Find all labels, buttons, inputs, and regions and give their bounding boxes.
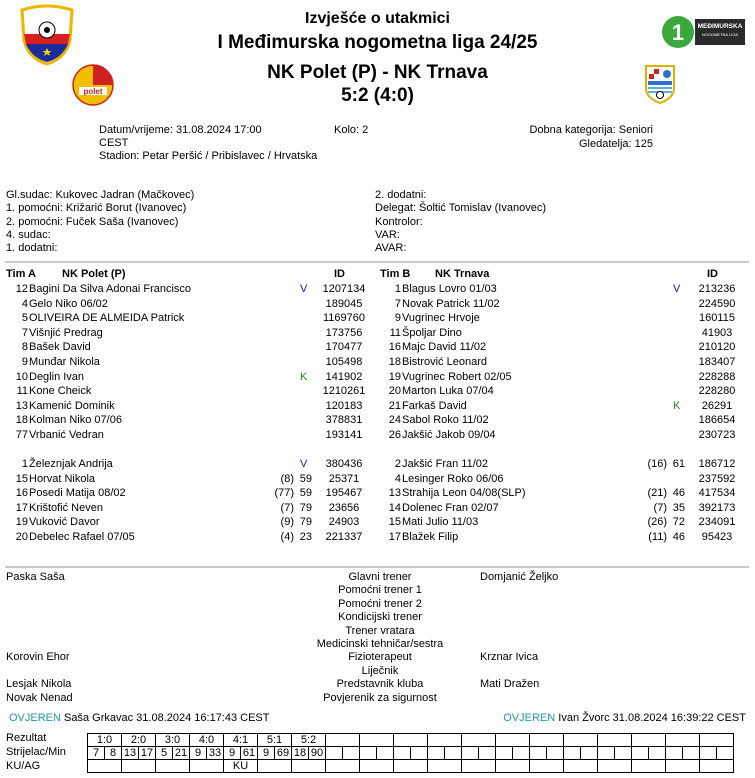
substituted-player: (77) bbox=[274, 487, 294, 500]
player-name: Železnjak Andrija bbox=[29, 458, 113, 470]
match-score: 5:2 (4:0) bbox=[341, 85, 414, 106]
substitution-minute: 23 bbox=[299, 531, 312, 543]
player-row bbox=[6, 384, 376, 398]
official-entry: Gl.sudac: Kukovec Jadran (Mačkovec) bbox=[6, 189, 195, 201]
player-number: 9 bbox=[394, 312, 401, 325]
player-row bbox=[379, 326, 749, 340]
substituted-player: (9) bbox=[280, 516, 294, 529]
scorer-number-cell: 13 bbox=[122, 747, 139, 760]
player-number: 1 bbox=[394, 283, 401, 295]
player-row bbox=[379, 370, 749, 384]
goal-minute-cell: 8 bbox=[105, 747, 122, 760]
player-row bbox=[6, 428, 376, 442]
player-row bbox=[6, 472, 376, 486]
substitution-minute: 59 bbox=[299, 472, 312, 485]
staff-away: Krznar Ivica bbox=[480, 651, 539, 664]
substitution-minute: 59 bbox=[299, 487, 312, 500]
official-entry: AVAR: bbox=[375, 242, 407, 255]
player-name: Vuković Davor bbox=[29, 516, 100, 529]
team-b-name: NK Trnava bbox=[435, 268, 490, 280]
substitution-minute: 46 bbox=[672, 531, 685, 543]
official-entry: VAR: bbox=[375, 228, 400, 241]
goals-label-result: Rezultat bbox=[6, 732, 47, 744]
verification-left bbox=[9, 712, 270, 724]
kuag-cell bbox=[530, 760, 564, 773]
staff-role: Trener vratara bbox=[345, 624, 415, 637]
player-number: 18 bbox=[15, 414, 28, 427]
player-row bbox=[6, 326, 376, 340]
player-name: Farkaš David bbox=[402, 399, 467, 412]
player-name: Blažek Filip bbox=[402, 531, 459, 543]
player-number: 5 bbox=[21, 312, 28, 325]
scorer-number-cell: 9 bbox=[224, 747, 241, 760]
player-number: 13 bbox=[15, 399, 28, 412]
verified-by: Ivan Žvorc 31.08.2024 16:39:22 CEST bbox=[558, 712, 746, 724]
verified-status: OVJEREN bbox=[503, 712, 556, 724]
goal-minute-cell: 21 bbox=[173, 747, 190, 760]
goalkeeper-marker: V bbox=[673, 283, 681, 295]
match-datetime: Datum/vrijeme: 31.08.2024 17:00 bbox=[99, 124, 262, 136]
staff-away: Domjanić Željko bbox=[480, 571, 559, 583]
player-id: 224590 bbox=[698, 297, 736, 310]
scorer-number-cell bbox=[666, 747, 683, 760]
official-entry: 2. dodatni: bbox=[375, 189, 427, 201]
staff-away: Mati Dražen bbox=[480, 678, 540, 691]
home-logo-text: polet bbox=[83, 87, 103, 96]
kuag-cell bbox=[190, 760, 224, 773]
team-a-label: Tim A bbox=[6, 268, 36, 280]
goals-label-scorer: Strijelac/Min bbox=[6, 746, 66, 758]
captain-marker: K bbox=[300, 370, 308, 383]
player-name: Lesinger Roko 06/06 bbox=[402, 472, 504, 485]
verified-status: OVJEREN bbox=[9, 712, 61, 724]
player-row bbox=[379, 355, 749, 369]
verification-right bbox=[503, 712, 746, 724]
kuag-row bbox=[88, 760, 734, 773]
player-row bbox=[379, 515, 749, 529]
player-id: 189045 bbox=[325, 297, 363, 310]
substituted-player: (8) bbox=[280, 472, 294, 485]
player-id: 186712 bbox=[698, 458, 736, 470]
goal-minute-cell bbox=[615, 747, 632, 760]
staff-role: Kondicijski trener bbox=[338, 611, 422, 624]
player-name: Kamenić Dominik bbox=[29, 399, 115, 412]
player-id: 210120 bbox=[698, 341, 736, 354]
player-row bbox=[379, 311, 749, 325]
player-id: 237592 bbox=[698, 472, 736, 485]
staff-role: Liječnik bbox=[361, 664, 399, 677]
goal-minute-cell bbox=[547, 747, 564, 760]
goals-grid bbox=[87, 733, 734, 773]
kuag-cell: KU bbox=[224, 760, 258, 773]
player-row bbox=[6, 486, 376, 500]
goal-minute-cell bbox=[411, 747, 428, 760]
result-cell bbox=[326, 734, 360, 747]
result-cell: 3:0 bbox=[156, 734, 190, 747]
substitution-minute: 35 bbox=[672, 501, 685, 514]
player-row bbox=[379, 282, 749, 296]
player-row bbox=[6, 530, 376, 544]
player-number: 9 bbox=[21, 356, 28, 368]
player-id: 120183 bbox=[325, 399, 363, 412]
staff-home: Lesjak Nikola bbox=[6, 678, 72, 691]
staff-role: Pomoćni trener 1 bbox=[338, 584, 422, 597]
match-round: Kolo: 2 bbox=[334, 124, 369, 136]
player-id: 234091 bbox=[698, 516, 736, 529]
match-stadium: Stadion: Petar Peršić / Pribislavec / Hrvatska bbox=[99, 150, 318, 162]
scorer-number-cell: 9 bbox=[258, 747, 275, 760]
result-cell bbox=[428, 734, 462, 747]
result-cell bbox=[598, 734, 632, 747]
player-id: 230723 bbox=[698, 429, 736, 441]
player-number: 7 bbox=[394, 297, 401, 310]
player-id: 195467 bbox=[325, 487, 363, 500]
player-name: Marton Luka 07/04 bbox=[402, 385, 494, 398]
player-name: Debelec Rafael 07/05 bbox=[29, 531, 135, 543]
kuag-cell bbox=[156, 760, 190, 773]
goal-minute-cell bbox=[513, 747, 530, 760]
scorer-number-cell: 9 bbox=[190, 747, 207, 760]
goalkeeper-marker: V bbox=[300, 458, 308, 470]
player-id: 141902 bbox=[325, 370, 363, 383]
player-name: Vrbanić Vedran bbox=[29, 429, 104, 441]
player-id: 221337 bbox=[325, 531, 363, 543]
result-cell bbox=[666, 734, 700, 747]
player-row bbox=[379, 457, 749, 471]
goal-minute-cell bbox=[717, 747, 734, 760]
staff-role: Predstavnik kluba bbox=[336, 678, 424, 691]
player-name: Deglin Ivan bbox=[29, 370, 85, 383]
kuag-cell bbox=[632, 760, 666, 773]
player-name: Vugrinec Hrvoje bbox=[402, 312, 480, 325]
kuag-cell bbox=[462, 760, 496, 773]
player-number: 77 bbox=[15, 429, 28, 441]
age-category: Dobna kategorija: Seniori bbox=[529, 124, 653, 136]
kuag-cell bbox=[496, 760, 530, 773]
player-number: 8 bbox=[21, 341, 28, 354]
scorer-number-cell bbox=[700, 747, 717, 760]
player-id: 183407 bbox=[698, 356, 736, 368]
player-number: 17 bbox=[15, 501, 28, 514]
player-id: 26291 bbox=[701, 399, 733, 412]
player-number: 17 bbox=[388, 531, 401, 543]
player-id: 105498 bbox=[325, 356, 363, 368]
verified-by: Saša Grkavac 31.08.2024 16:17:43 CEST bbox=[64, 712, 270, 724]
player-number: 18 bbox=[388, 356, 401, 368]
kuag-cell bbox=[122, 760, 156, 773]
result-cell: 5:1 bbox=[258, 734, 292, 747]
player-number: 4 bbox=[394, 472, 401, 485]
team-b-id-header: ID bbox=[707, 268, 718, 280]
player-number: 15 bbox=[15, 472, 28, 485]
result-cell: 2:0 bbox=[122, 734, 156, 747]
player-id: 228288 bbox=[698, 370, 736, 383]
substituted-player: (11) bbox=[648, 531, 667, 543]
separator bbox=[5, 566, 749, 568]
player-row bbox=[379, 428, 749, 442]
player-name: Kolman Niko 07/06 bbox=[29, 414, 122, 427]
substituted-player: (21) bbox=[647, 487, 667, 500]
player-id: 41903 bbox=[701, 326, 733, 339]
player-name: OLIVEIRA DE ALMEIDA Patrick bbox=[29, 312, 185, 325]
official-entry: 1. dodatni: bbox=[6, 242, 58, 255]
player-number: 20 bbox=[15, 531, 28, 543]
staff-role: Povjerenik za sigurnost bbox=[323, 691, 437, 704]
player-id: 24903 bbox=[328, 516, 360, 529]
result-row bbox=[88, 734, 734, 747]
official-entry: 2. pomoćni: Fuček Saša (Ivanovec) bbox=[6, 215, 179, 228]
player-name: Bistrović Leonard bbox=[402, 356, 487, 368]
goal-minute-cell bbox=[581, 747, 598, 760]
player-id: 392173 bbox=[698, 501, 736, 514]
result-cell bbox=[530, 734, 564, 747]
result-cell bbox=[462, 734, 496, 747]
result-cell: 4:0 bbox=[190, 734, 224, 747]
staff-role: Glavni trener bbox=[348, 571, 412, 583]
player-id: 25371 bbox=[328, 472, 360, 485]
goalkeeper-marker: V bbox=[300, 283, 308, 295]
player-id: 170477 bbox=[325, 341, 363, 354]
player-row bbox=[6, 311, 376, 325]
goal-minute-cell: 69 bbox=[275, 747, 292, 760]
goal-minute-cell: 33 bbox=[207, 747, 224, 760]
player-name: Bašek David bbox=[29, 341, 91, 354]
player-row bbox=[6, 515, 376, 529]
player-name: Višnjić Predrag bbox=[29, 326, 103, 339]
player-name: Posedi Matija 08/02 bbox=[29, 487, 126, 500]
team-b-label: Tim B bbox=[380, 268, 411, 280]
player-number: 13 bbox=[388, 487, 401, 500]
player-row bbox=[6, 501, 376, 515]
goal-minute-cell bbox=[479, 747, 496, 760]
goal-minute-cell: 17 bbox=[139, 747, 156, 760]
scorer-number-cell bbox=[394, 747, 411, 760]
scorer-number-cell bbox=[598, 747, 615, 760]
player-number: 2 bbox=[394, 458, 401, 470]
player-number: 12 bbox=[15, 283, 28, 295]
scorer-number-cell bbox=[462, 747, 479, 760]
player-row bbox=[6, 340, 376, 354]
team-a-name: NK Polet (P) bbox=[62, 268, 126, 280]
substitution-minute: 79 bbox=[299, 501, 312, 514]
player-id: 160115 bbox=[699, 312, 735, 325]
player-row bbox=[6, 355, 376, 369]
scorer-number-cell bbox=[360, 747, 377, 760]
player-id: 213236 bbox=[698, 283, 736, 295]
player-id: 380436 bbox=[325, 458, 363, 470]
player-row bbox=[379, 472, 749, 486]
scorer-number-cell bbox=[632, 747, 649, 760]
player-number: 21 bbox=[388, 399, 401, 412]
player-row bbox=[379, 340, 749, 354]
player-id: 186654 bbox=[698, 414, 736, 427]
official-entry: Kontrolor: bbox=[375, 215, 423, 228]
player-id: 1210261 bbox=[322, 385, 366, 398]
player-name: Bagini Da Silva Adonai Francisco bbox=[29, 283, 192, 295]
player-number: 19 bbox=[15, 516, 28, 529]
official-entry: 1. pomoćni: Križarić Borut (Ivanovec) bbox=[6, 202, 187, 215]
player-number: 11 bbox=[389, 326, 401, 339]
player-id: 378831 bbox=[325, 414, 363, 427]
player-number: 7 bbox=[21, 326, 28, 339]
substitution-minute: 79 bbox=[299, 516, 312, 529]
staff-role: Medicinski tehničar/sestra bbox=[316, 638, 444, 650]
scorer-number-cell bbox=[496, 747, 513, 760]
kuag-cell bbox=[394, 760, 428, 773]
substitution-minute: 61 bbox=[672, 458, 685, 470]
kuag-cell bbox=[360, 760, 394, 773]
player-row bbox=[379, 530, 749, 544]
goal-minute-cell bbox=[649, 747, 666, 760]
result-cell bbox=[632, 734, 666, 747]
player-number: 20 bbox=[388, 385, 401, 398]
player-number: 10 bbox=[15, 370, 28, 383]
goal-minute-cell: 90 bbox=[309, 747, 326, 760]
league-title: I Međimurska nogometna liga 24/25 bbox=[217, 32, 538, 53]
player-row bbox=[6, 370, 376, 384]
result-cell bbox=[564, 734, 598, 747]
kuag-cell bbox=[564, 760, 598, 773]
goal-minute-cell: 61 bbox=[241, 747, 258, 760]
player-number: 4 bbox=[21, 297, 28, 310]
player-name: Dolenec Fran 02/07 bbox=[402, 501, 499, 514]
player-row bbox=[379, 501, 749, 515]
spectators: Gledatelja: 125 bbox=[579, 138, 653, 150]
staff-role: Pomoćni trener 2 bbox=[338, 597, 422, 610]
player-row bbox=[6, 297, 376, 311]
staff-home: Novak Nenad bbox=[6, 691, 73, 704]
official-entry: Delegat: Šoltić Tomislav (Ivanovec) bbox=[375, 202, 546, 215]
player-name: Gelo Niko 06/02 bbox=[29, 297, 108, 310]
player-number: 16 bbox=[15, 487, 28, 500]
captain-marker: K bbox=[673, 399, 681, 412]
player-number: 11 bbox=[16, 385, 28, 398]
player-name: Mati Julio 11/03 bbox=[402, 516, 479, 529]
player-id: 228280 bbox=[698, 385, 736, 398]
player-id: 1169760 bbox=[322, 312, 365, 325]
match-title: NK Polet (P) - NK Trnava bbox=[267, 62, 488, 83]
player-name: Krištofić Neven bbox=[29, 501, 103, 514]
kuag-cell bbox=[700, 760, 734, 773]
staff-home: Paska Saša bbox=[6, 571, 65, 583]
goal-minute-cell bbox=[377, 747, 394, 760]
scorer-number-cell: 5 bbox=[156, 747, 173, 760]
staff-role: Fizioterapeut bbox=[348, 651, 412, 664]
svg-text:MEĐIMURSKA: MEĐIMURSKA bbox=[697, 23, 743, 30]
goal-minute-cell bbox=[343, 747, 360, 760]
player-row bbox=[6, 413, 376, 427]
result-cell: 1:0 bbox=[88, 734, 122, 747]
scorer-number-cell: 7 bbox=[88, 747, 105, 760]
kuag-cell bbox=[598, 760, 632, 773]
player-row bbox=[379, 486, 749, 500]
player-name: Munđar Nikola bbox=[29, 356, 100, 368]
scorer-number-cell bbox=[530, 747, 547, 760]
player-id: 95423 bbox=[701, 531, 733, 543]
player-id: 417534 bbox=[698, 487, 736, 500]
player-number: 14 bbox=[388, 501, 401, 514]
substitution-minute: 72 bbox=[672, 516, 685, 529]
player-name: Horvat Nikola bbox=[29, 472, 96, 485]
kuag-cell bbox=[666, 760, 700, 773]
substitution-minute: 46 bbox=[672, 487, 685, 500]
kuag-cell bbox=[88, 760, 122, 773]
player-name: Vugrinec Robert 02/05 bbox=[402, 370, 512, 383]
player-id: 1207134 bbox=[322, 283, 366, 295]
kuag-cell bbox=[326, 760, 360, 773]
goal-minute-cell bbox=[683, 747, 700, 760]
scorer-number-cell bbox=[326, 747, 343, 760]
svg-text:1: 1 bbox=[671, 20, 685, 45]
match-timezone: CEST bbox=[99, 137, 129, 149]
substituted-player: (26) bbox=[647, 516, 667, 529]
player-name: Kone Cheick bbox=[29, 385, 92, 398]
separator bbox=[5, 261, 749, 263]
player-row bbox=[6, 457, 376, 471]
player-id: 23656 bbox=[328, 501, 360, 514]
player-row bbox=[379, 413, 749, 427]
goals-label-kuag: KU/AG bbox=[6, 760, 41, 772]
kuag-cell bbox=[258, 760, 292, 773]
player-name: Strahija Leon 04/08(SLP) bbox=[402, 487, 526, 500]
substituted-player: (4) bbox=[280, 531, 294, 543]
player-id: 193141 bbox=[325, 429, 363, 441]
official-entry: 4. sudac: bbox=[6, 228, 51, 241]
player-row bbox=[379, 297, 749, 311]
player-number: 1 bbox=[21, 458, 28, 470]
scorer-number-cell bbox=[428, 747, 445, 760]
scorer-row bbox=[88, 747, 734, 760]
substituted-player: (7) bbox=[280, 501, 294, 514]
player-name: Jakšić Jakob 09/04 bbox=[402, 429, 496, 441]
player-number: 19 bbox=[388, 370, 401, 383]
substituted-player: (7) bbox=[653, 501, 667, 514]
result-cell bbox=[360, 734, 394, 747]
scorer-number-cell bbox=[564, 747, 581, 760]
player-row bbox=[6, 399, 376, 413]
player-number: 15 bbox=[388, 516, 401, 529]
goal-minute-cell bbox=[445, 747, 462, 760]
player-id: 173756 bbox=[325, 326, 363, 339]
result-cell bbox=[496, 734, 530, 747]
kuag-cell bbox=[292, 760, 326, 773]
player-name: Blagus Lovro 01/03 bbox=[402, 283, 497, 295]
player-number: 16 bbox=[388, 341, 401, 354]
player-number: 24 bbox=[388, 414, 401, 427]
svg-text:NOGOMETNA LIGA: NOGOMETNA LIGA bbox=[701, 32, 739, 37]
player-name: Majc David 11/02 bbox=[402, 341, 487, 354]
result-cell: 5:2 bbox=[292, 734, 326, 747]
report-title: Izvješće o utakmici bbox=[305, 10, 450, 27]
player-name: Špoljar Dino bbox=[402, 326, 462, 339]
result-cell bbox=[700, 734, 734, 747]
player-row bbox=[379, 384, 749, 398]
player-row bbox=[379, 399, 749, 413]
player-number: 26 bbox=[388, 429, 401, 441]
kuag-cell bbox=[428, 760, 462, 773]
result-cell bbox=[394, 734, 428, 747]
staff-home: Korovin Ehor bbox=[6, 651, 70, 664]
scorer-number-cell: 18 bbox=[292, 747, 309, 760]
result-cell: 4:1 bbox=[224, 734, 258, 747]
team-a-id-header: ID bbox=[334, 268, 345, 280]
player-name: Jakšić Fran 11/02 bbox=[402, 458, 489, 470]
substituted-player: (16) bbox=[647, 458, 667, 470]
player-name: Novak Patrick 11/02 bbox=[402, 297, 500, 310]
player-row bbox=[6, 282, 376, 296]
player-name: Sabol Roko 11/02 bbox=[402, 414, 489, 427]
